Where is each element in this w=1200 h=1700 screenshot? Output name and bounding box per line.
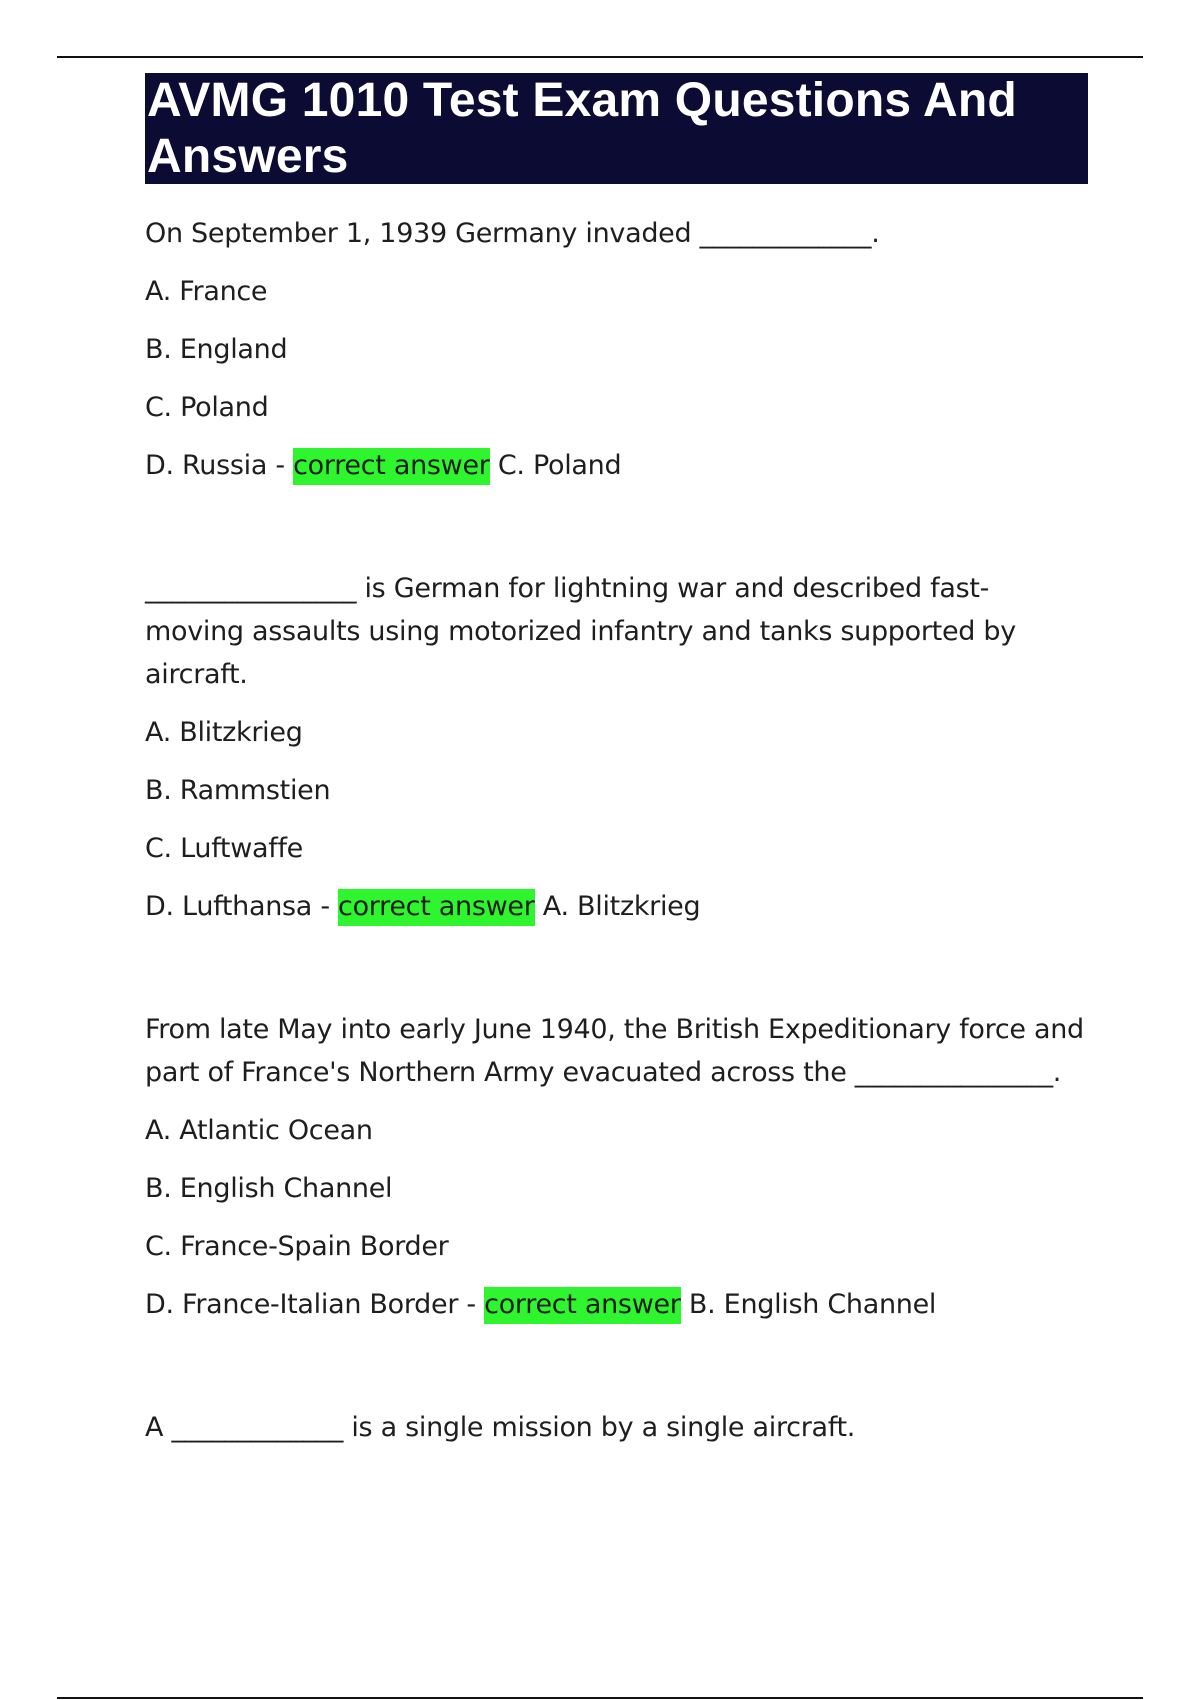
option-b: B. English Channel [145, 1173, 393, 1204]
answer-text: B. English Channel [680, 1289, 937, 1320]
option-c: C. France-Spain Border [145, 1231, 449, 1262]
question-text: ________________ is German for lightning war and described fast-moving assaults using motorized infantry and tanks supported by aircraft. [145, 573, 1016, 690]
document-title: AVMG 1010 Test Exam Questions And Answers [147, 74, 1017, 183]
option-a: A. Atlantic Ocean [145, 1115, 373, 1146]
answer-text: A. Blitzkrieg [534, 891, 701, 922]
option-d-with-answer [145, 885, 1085, 928]
top-rule [57, 56, 1143, 58]
question-item [145, 1406, 1085, 1449]
option-c: C. Luftwaffe [145, 833, 303, 864]
answer-text: C. Poland [489, 450, 622, 481]
questions-list [145, 212, 1085, 1464]
bottom-rule [57, 1697, 1143, 1699]
option-b: B. Rammstien [145, 775, 331, 806]
option-d-with-answer [145, 444, 1085, 487]
option-a: A. France [145, 276, 268, 307]
title-banner [145, 73, 1088, 184]
question-text: From late May into early June 1940, the British Expeditionary force and part of France's Northern Army evacuated across the _______________. [145, 1014, 1084, 1088]
option-d-with-answer [145, 1283, 1085, 1326]
correct-answer-highlight: correct answer [484, 1287, 680, 1324]
question-text: A _____________ is a single mission by a single aircraft. [145, 1412, 856, 1443]
option-a: A. Blitzkrieg [145, 717, 303, 748]
correct-answer-highlight: correct answer [293, 448, 489, 485]
question-text: On September 1, 1939 Germany invaded _____________. [145, 218, 880, 249]
option-d: D. Russia - [145, 450, 294, 481]
question-item [145, 567, 1085, 928]
option-d: D. France-Italian Border - [145, 1289, 485, 1320]
option-d: D. Lufthansa - [145, 891, 339, 922]
option-b: B. England [145, 334, 288, 365]
question-item [145, 212, 1085, 487]
correct-answer-highlight: correct answer [338, 889, 534, 926]
question-item [145, 1008, 1085, 1326]
option-c: C. Poland [145, 392, 269, 423]
